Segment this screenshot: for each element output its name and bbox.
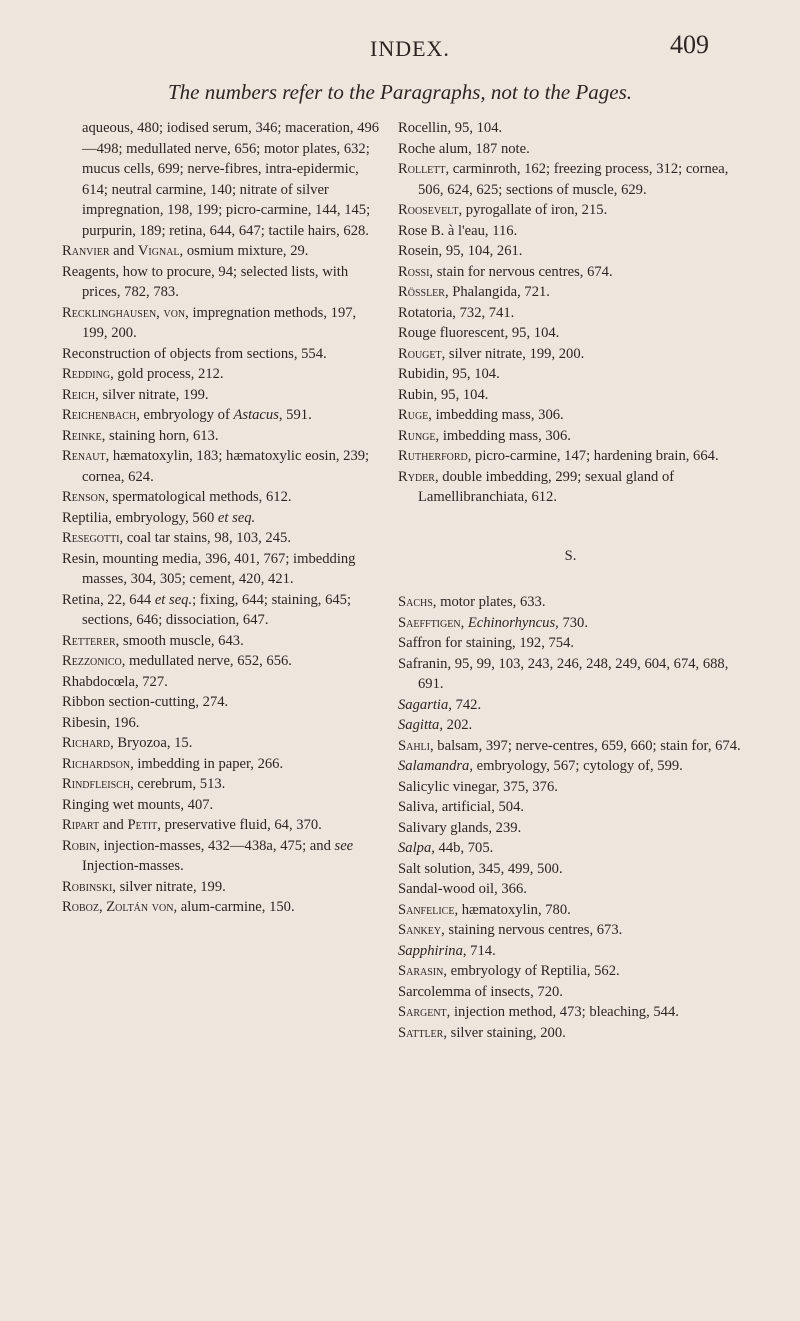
index-entry — [398, 385, 743, 406]
index-entry-italic: Sagartia — [398, 696, 449, 713]
index-entry-text: Rubin, 95, 104. — [398, 386, 489, 403]
index-entry-text: , gold process, 212. — [110, 366, 224, 382]
index-entry — [398, 961, 743, 982]
index-entry — [398, 756, 743, 777]
running-head: INDEX. — [370, 36, 450, 61]
index-entry-text: , impregnation methods, 197, 199, 200. — [82, 304, 357, 341]
index-entry-text: , staining horn, 613. — [101, 427, 219, 444]
index-entry-text: , Bryozoa, 15. — [110, 735, 193, 751]
index-entry-name: Rossi — [398, 263, 430, 280]
index-entry-italic: et seq. — [154, 591, 193, 608]
index-entry-text: , spermatological methods, 612. — [105, 489, 292, 505]
index-entry-text: , silver nitrate, 199. — [95, 386, 209, 403]
index-entry-name: Retterer — [62, 632, 116, 649]
index-entry — [398, 695, 743, 716]
index-entry-name: Sankey — [398, 922, 442, 938]
index-entry-text: aqueous, 480; iodised serum, 346; maceration, 496—498; medullated nerve, 656; motor plates, 632; mucus cells, 699; nerve-fibres, intra-epidermic, 614; neutral carmine, 140; nitrate of silver impregnation, 198, 199; picro-carmine, 144, 145; purpurin, 189; retina, 644, 647; tactile hairs, 628. — [82, 120, 380, 239]
index-entry-text: , double imbedding, 299; sexual gland of Lamellibranchiata, 612. — [418, 468, 675, 505]
index-entry-name: Rössler — [398, 284, 445, 300]
index-entry-text: , osmium mixture, 29. — [179, 243, 309, 259]
index-entry-name: Vignal — [137, 243, 180, 259]
index-entry — [62, 590, 380, 631]
index-entry-name: Sanfelice — [398, 901, 455, 918]
index-entry — [398, 654, 743, 695]
index-entry-text: , balsam, 397; nerve-centres, 659, 660; stain for, 674. — [430, 737, 741, 754]
index-entry — [62, 549, 380, 590]
index-entry-name: Sargent — [398, 1004, 447, 1020]
index-entry-text: , 714. — [462, 942, 496, 959]
index-entry-text: , hæmatoxylin, 780. — [454, 901, 571, 918]
index-entry-name: Rindfleisch — [62, 776, 131, 792]
index-entry — [398, 262, 743, 283]
section-letter: S. — [564, 547, 577, 564]
index-entry-text: Ribesin, 196. — [62, 714, 140, 731]
index-entry-text: Rhabdocœla, 727. — [62, 673, 168, 690]
index-entry — [398, 405, 743, 426]
index-entry — [398, 838, 743, 859]
index-entry — [398, 241, 743, 262]
index-entry-name: Ruge — [398, 407, 429, 423]
index-entry-text: , imbedding mass, 306. — [428, 407, 564, 423]
index-entry-text: , injection-masses, 432—438a, 475; and — [96, 837, 335, 854]
index-entry — [62, 631, 380, 652]
index-entry-joiner: and — [109, 243, 138, 259]
index-entry-text: , 591. — [278, 407, 312, 423]
index-entry-italic: Sapphirina — [398, 942, 463, 959]
index-entry — [398, 139, 743, 160]
index-entry-joiner: and — [99, 817, 128, 833]
index-entry — [62, 385, 380, 406]
index-entry-text: ; fixing, 644; staining, 645; sections, 646; dissociation, 647. — [82, 591, 352, 628]
index-entry-text: , staining nervous centres, 673. — [441, 922, 623, 938]
index-entry — [62, 344, 380, 365]
index-entry-text: Saffron for staining, 192, 754. — [398, 635, 575, 651]
index-entry-text: , hæmatoxylin, 183; hæmatoxylic eosin, 239; cornea, 624. — [82, 448, 370, 485]
index-entry — [398, 426, 743, 447]
index-column-right — [398, 118, 743, 1043]
index-entry-text: Saliva, artificial, 504. — [398, 799, 525, 815]
index-entry-text: Salivary glands, 239. — [398, 819, 522, 836]
index-entry-text: , medullated nerve, 652, 656. — [121, 653, 292, 669]
index-entry — [398, 900, 743, 921]
index-entry — [398, 736, 743, 757]
index-entries-r — [398, 118, 743, 508]
index-entry-italic: Sagitta — [398, 717, 440, 733]
index-entry-name: Petit — [127, 817, 158, 833]
index-entry-italic: et seq. — [217, 509, 256, 526]
page-number: 409 — [670, 30, 709, 59]
index-entry — [62, 877, 380, 898]
index-entry — [62, 508, 380, 529]
index-entry-name: Ripart — [62, 817, 100, 833]
index-entry — [62, 118, 380, 241]
index-entry — [62, 303, 380, 344]
index-entry-text: , — [460, 614, 468, 631]
index-entry-text: Ringing wet mounts, 407. — [62, 796, 214, 813]
index-entry — [62, 405, 380, 426]
index-entry-name: Rezzonico — [62, 653, 122, 669]
index-entry-text: , imbedding mass, 306. — [435, 427, 571, 444]
index-entry-text: , preservative fluid, 64, 370. — [157, 817, 322, 833]
index-entry-name: Sattler — [398, 1024, 444, 1041]
index-entry-name: Reich — [62, 386, 96, 403]
index-entry — [62, 446, 380, 487]
index-entry-text: , silver nitrate, 199. — [112, 878, 226, 895]
index-entry — [398, 221, 743, 242]
index-column-left — [62, 118, 380, 918]
index-entry — [62, 754, 380, 775]
index-entry-italic: Salamandra — [398, 758, 470, 774]
index-entry-italic: Astacus — [233, 407, 279, 423]
index-entry-name: Rutherford — [398, 448, 468, 464]
index-entry-text: , Phalangida, 721. — [444, 284, 550, 300]
index-entry — [398, 633, 743, 654]
index-entry-name: Ryder — [398, 468, 435, 485]
index-entry — [398, 118, 743, 139]
index-entry — [398, 592, 743, 613]
index-entry-text: Rose B. à l'eau, 116. — [398, 222, 518, 239]
index-entry-name: Reichenbach — [62, 407, 137, 423]
index-note: The numbers refer to the Paragraphs, not to the Pages. — [167, 80, 633, 104]
index-entry — [398, 777, 743, 798]
index-entry — [62, 774, 380, 795]
index-entry-italic: Salpa — [398, 840, 432, 856]
index-entry-text: , stain for nervous centres, 674. — [429, 263, 613, 280]
index-entry — [398, 303, 743, 324]
index-entry-text: , injection method, 473; bleaching, 544. — [446, 1004, 679, 1020]
index-entry-text: Rosein, 95, 104, 261. — [398, 243, 523, 259]
index-entry-text: Retina, 22, 644 — [62, 591, 155, 608]
index-entry-text: Rocellin, 95, 104. — [398, 120, 503, 136]
index-entry-text: Resin, mounting media, 396, 401, 767; imbedding masses, 304, 305; cement, 420, 421. — [62, 550, 356, 587]
index-entry-name: Recklinghausen, von — [62, 304, 186, 321]
index-entry — [62, 528, 380, 549]
index-entry-name: Richardson — [62, 755, 131, 772]
index-entry-text: Rouge fluorescent, 95, 104. — [398, 325, 560, 341]
index-entry-name: Roosevelt — [398, 202, 459, 218]
index-entry-text: , silver nitrate, 199, 200. — [441, 345, 585, 362]
index-entry-text: , cerebrum, 513. — [130, 776, 226, 792]
index-entry-text: , alum-carmine, 150. — [173, 899, 295, 915]
index-entry-name: Rollett — [398, 161, 446, 177]
index-entry-text: Reconstruction of objects from sections, 554. — [62, 345, 327, 362]
index-entry-name: Renson — [62, 489, 106, 505]
page-header — [0, 0, 800, 120]
index-entry — [398, 1002, 743, 1023]
index-entry-name: Renaut — [62, 448, 106, 464]
index-entry-text: Reptilia, embryology, 560 — [62, 509, 218, 526]
index-entry-text: , embryology of — [136, 407, 234, 423]
index-entry — [398, 879, 743, 900]
index-entry-name: Roboz, Zoltán von — [62, 899, 174, 915]
index-entry — [398, 982, 743, 1003]
index-entry-name: Sahli — [398, 737, 430, 754]
index-entry-text: , embryology of Reptilia, 562. — [443, 963, 620, 979]
index-entry-text: Sarcolemma of insects, 720. — [398, 983, 563, 1000]
index-entry-text: Rubidin, 95, 104. — [398, 366, 500, 382]
index-entry — [398, 797, 743, 818]
index-entry-text: , embryology, 567; cytology of, 599. — [469, 758, 683, 774]
index-entry — [398, 159, 743, 200]
index-entry-name: Ranvier — [62, 243, 110, 259]
index-entry — [398, 920, 743, 941]
index-entry-text: , picro-carmine, 147; hardening brain, 664. — [467, 448, 719, 464]
index-entry-name: Resegotti — [62, 530, 120, 546]
index-entry — [398, 446, 743, 467]
index-entry-text: Reagents, how to procure, 94; selected lists, with prices, 782, 783. — [62, 263, 349, 300]
index-entry-text: , 730. — [555, 614, 588, 631]
index-entry-text: , 44b, 705. — [431, 840, 494, 856]
index-entry — [62, 692, 380, 713]
index-entry-text: , motor plates, 633. — [432, 594, 546, 610]
index-entry-name: Robin — [62, 837, 97, 854]
index-entry — [398, 941, 743, 962]
index-entry-text: Salt solution, 345, 499, 500. — [398, 860, 563, 877]
index-entry-text: , carminroth, 162; freezing process, 312; cornea, 506, 624, 625; sections of muscle, 629. — [418, 161, 729, 198]
index-entry-text: , pyrogallate of iron, 215. — [458, 202, 608, 218]
index-entry-text: Safranin, 95, 99, 103, 243, 246, 248, 249, 604, 674, 688, 691. — [398, 655, 729, 692]
index-entry — [62, 713, 380, 734]
index-entry — [62, 733, 380, 754]
index-entry — [62, 795, 380, 816]
index-entry — [62, 426, 380, 447]
index-entry-name: Richard — [62, 735, 111, 751]
index-entries-s — [398, 592, 743, 1043]
index-entry — [62, 262, 380, 303]
index-entry-name: Sarasin — [398, 963, 444, 979]
index-entry — [398, 859, 743, 880]
index-entry — [62, 487, 380, 508]
index-entry-name: Saefftigen — [398, 614, 461, 631]
index-entry-text: Roche alum, 187 note. — [398, 140, 530, 157]
index-entry — [62, 672, 380, 693]
index-entry-name: Sachs — [398, 594, 433, 610]
index-entry — [62, 815, 380, 836]
index-entry — [398, 613, 743, 634]
index-entry-text: , 742. — [448, 696, 482, 713]
index-entry-text: , 202. — [439, 717, 473, 733]
index-entry — [398, 200, 743, 221]
index-entry-name: Redding — [62, 366, 111, 382]
index-entry — [398, 344, 743, 365]
index-entry — [398, 282, 743, 303]
index-entry-text: Injection-masses. — [82, 858, 184, 874]
index-entry-name: Robinski — [62, 878, 113, 895]
index-entry — [398, 364, 743, 385]
index-entry-text: Rotatoria, 732, 741. — [398, 304, 515, 321]
index-entry-name: Reinke — [62, 427, 102, 444]
index-entry-text: Salicylic vinegar, 375, 376. — [398, 778, 558, 795]
index-entry-italic: Echinorhyncus — [467, 614, 556, 631]
index-entry-name: Rouget — [398, 345, 442, 362]
index-entry-text: , imbedding in paper, 266. — [130, 755, 284, 772]
index-entry — [62, 897, 380, 918]
index-entry-text: , silver staining, 200. — [443, 1024, 566, 1041]
index-entry — [398, 467, 743, 508]
index-entry-text: , smooth muscle, 643. — [115, 632, 244, 649]
index-entry — [62, 836, 380, 877]
index-entry-text: Sandal-wood oil, 366. — [398, 881, 527, 897]
index-entry-text: , coal tar stains, 98, 103, 245. — [119, 530, 291, 546]
index-entry — [62, 651, 380, 672]
index-entry — [62, 364, 380, 385]
index-entry — [398, 1023, 743, 1044]
index-entry-italic: see — [334, 837, 354, 854]
index-entry-name: Runge — [398, 427, 436, 444]
index-entry — [62, 241, 380, 262]
index-entry — [398, 715, 743, 736]
index-entry-text: Ribbon section-cutting, 274. — [62, 694, 229, 710]
index-entry — [398, 323, 743, 344]
index-entry — [398, 818, 743, 839]
